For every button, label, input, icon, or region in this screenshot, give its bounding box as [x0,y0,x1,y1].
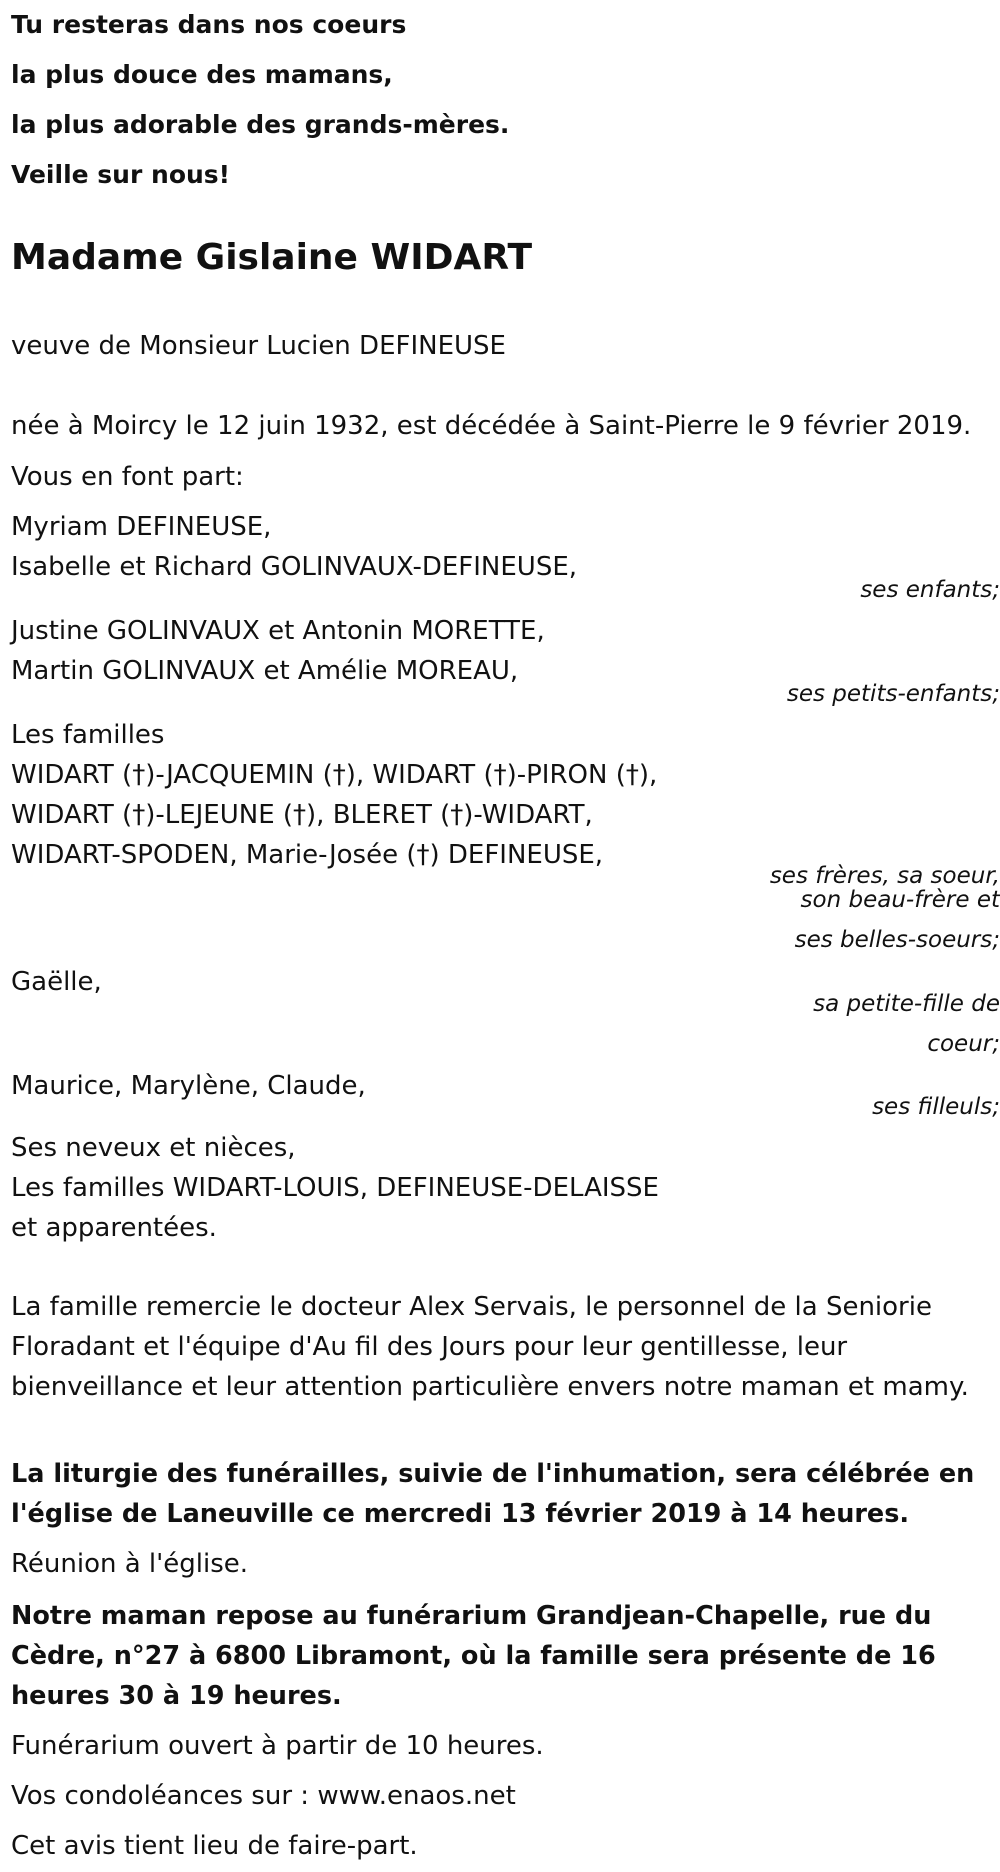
children-relation: ses enfants; [860,577,1000,603]
thanks-paragraph: La famille remercie le docteur Alex Servais, le personnel de la Seniorie Floradant et l'équipe d'Au fil des Jours pour leur gentillesse, leur bienveillance et leur attention particulière envers notre maman et mamy. [11,1292,969,1402]
siblings-relation-line-2: son beau-frère et [800,887,1000,913]
others-line-2: Les familles WIDART-LOUIS, DEFINEUSE-DELAISSE [11,1173,659,1203]
others-line-1: Ses neveux et nièces, [11,1133,296,1163]
notice-text: Cet avis tient lieu de faire-part. [11,1831,418,1861]
funeral-paragraph: La liturgie des funérailles, suivie de l'inhumation, sera célébrée en l'église de Laneuville ce mercredi 13 février 2019 à 14 heures. [11,1459,975,1529]
siblings-name-3: WIDART (†)-LEJEUNE (†), BLERET (†)-WIDART, [11,800,593,830]
announce-text: Vous en font part: [11,462,244,492]
siblings-relation-line-3: ses belles-soeurs; [794,927,1000,953]
verse-line-2: la plus douce des mamans, [11,60,393,89]
siblings-relation-line-1: ses frères, sa soeur, [769,863,1000,889]
verse-line-4: Veille sur nous! [11,160,231,189]
open-hours-text: Funérarium ouvert à partir de 10 heures. [11,1731,544,1761]
verse-line-3: la plus adorable des grands-mères. [11,110,510,139]
children-name-1: Myriam DEFINEUSE, [11,512,272,542]
grandchildren-name-2: Martin GOLINVAUX et Amélie MOREAU, [11,656,519,686]
others-line-3: et apparentées. [11,1213,217,1243]
siblings-name-4: WIDART-SPODEN, Marie-Josée (†) DEFINEUSE, [11,840,604,870]
verse-line-1: Tu resteras dans nos coeurs [11,10,407,39]
meeting-text: Réunion à l'église. [11,1549,249,1579]
siblings-name-1: Les familles [11,720,165,750]
deceased-name-title: Madame Gislaine WIDART [11,237,533,278]
grandchildren-relation: ses petits-enfants; [786,681,1000,707]
siblings-name-2: WIDART (†)-JACQUEMIN (†), WIDART (†)-PIRON (†), [11,760,658,790]
godchildren-relation: ses filleuls; [872,1094,1000,1120]
heart-granddaughter-name: Gaëlle, [11,967,102,997]
widow-of-text: veuve de Monsieur Lucien DEFINEUSE [11,331,506,361]
godchildren-names: Maurice, Marylène, Claude, [11,1071,366,1101]
heart-granddaughter-relation-line-1: sa petite-fille de [813,991,1000,1017]
condolences-text: Vos condoléances sur : www.enaos.net [11,1781,516,1811]
birth-death-text: née à Moircy le 12 juin 1932, est décédée à Saint-Pierre le 9 février 2019. [11,411,972,441]
children-name-2: Isabelle et Richard GOLINVAUX-DEFINEUSE, [11,552,578,582]
grandchildren-name-1: Justine GOLINVAUX et Antonin MORETTE, [11,616,545,646]
heart-granddaughter-relation-line-2: coeur; [927,1031,1000,1057]
funerarium-paragraph: Notre maman repose au funérarium Grandjean-Chapelle, rue du Cèdre, n°27 à 6800 Libramont, où la famille sera présente de 16 heures 30 à 19 heures. [11,1601,936,1711]
